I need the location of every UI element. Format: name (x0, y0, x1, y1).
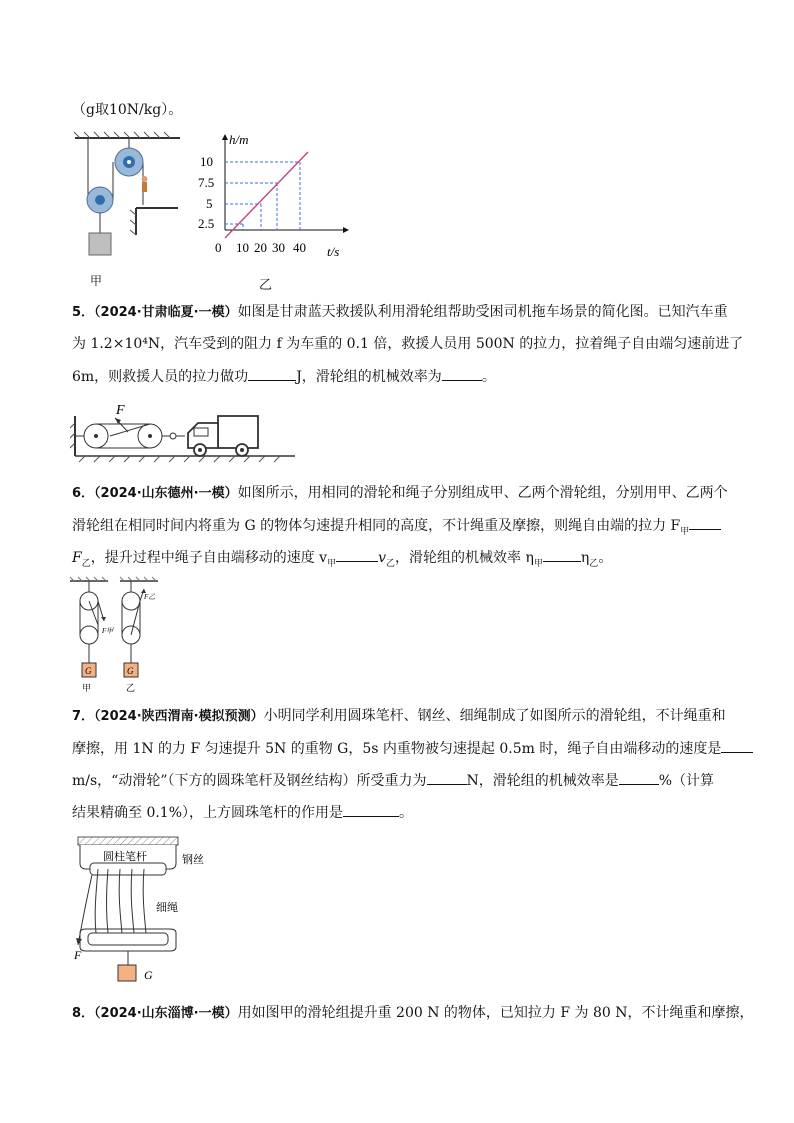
q5-source: （2024·甘肃临夏·一模） (94, 305, 238, 320)
q7-text: N，滑轮组的机械效率是 (466, 773, 619, 789)
q7-text: 。 (399, 805, 414, 821)
q6-fig-yi: 乙 (126, 683, 136, 693)
q6-blank-efficiency[interactable] (543, 547, 581, 562)
q7-text: %（计算 (658, 773, 715, 789)
q4-graph (195, 130, 355, 270)
q6-sub: 乙 (386, 558, 396, 569)
q7-line3 (72, 770, 714, 791)
graph-y-tick: 7.5 (198, 175, 215, 190)
q5-line3 (72, 366, 496, 387)
q7-fig-g-label: G (144, 968, 153, 982)
q6-blank-velocity[interactable] (336, 547, 378, 562)
q7-text: 摩擦，用 1N 的力 F 匀速提升 5N 的重物 G，5s 内重物被匀速提起 0.5m 时，绳子自由端移动的速度是 (72, 741, 722, 757)
graph-y-tick: 2.5 (198, 216, 215, 231)
q6-text: η (580, 550, 590, 566)
q6-text: ，提升过程中绳子自由端移动的速度 v (90, 550, 328, 566)
q4-note: （g取10N/kg）。 (72, 102, 183, 118)
q5-blank-work[interactable] (248, 366, 296, 381)
graph-x-label: t/s (327, 244, 340, 259)
q7-number: 7． (72, 709, 95, 724)
q6-sub: 甲 (680, 526, 690, 537)
q6-source: （2024·山东德州·一模） (94, 486, 238, 501)
graph-y-tick: 5 (206, 196, 213, 211)
q6-text: ，滑轮组的机械效率 η (395, 550, 534, 566)
q7-text: m/s，“动滑轮”（下方的圆珠笔杆及钢丝结构）所受重力为 (72, 773, 427, 789)
q7-text: 小明同学利用圆珠笔杆、钢丝、细绳制成了如图所示的滑轮组，不计绳重和 (263, 708, 726, 724)
graph-origin: 0 (215, 240, 222, 255)
q5-fig-force-label: F (116, 403, 125, 418)
q6-sub: 乙 (589, 558, 599, 569)
q6-line2 (72, 515, 721, 542)
q6-sub: 甲 (533, 558, 543, 569)
q7-source: （2024·陕西渭南·模拟预测） (94, 709, 264, 724)
q7-fig-pen-label: 圆柱笔杆 (103, 851, 147, 863)
q8-text: 用如图甲的滑轮组提升重 200 N 的物体，已知拉力 F 为 80 N，不计绳重和摩擦， (237, 1005, 754, 1021)
graph-y-tick: 10 (200, 154, 213, 169)
q7-blank-weight[interactable] (427, 770, 467, 785)
q5-line1 (72, 302, 728, 323)
q6-line1 (72, 483, 728, 504)
q7-text: 结果精确至 0.1%），上方圆珠笔杆的作用是 (72, 805, 344, 821)
q5-number: 5． (72, 305, 95, 320)
q8-line1 (72, 1003, 754, 1024)
q4-pulley-figure (70, 130, 180, 270)
q6-fig-f-jia: F甲 (102, 627, 114, 635)
graph-x-tick: 30 (272, 240, 285, 255)
q7-pen-pulley-figure (68, 833, 218, 988)
q6-text: F (72, 550, 82, 566)
q5-blank-efficiency[interactable] (442, 366, 482, 381)
q6-text: 如图所示，用相同的滑轮和绳子分别组成甲、乙两个滑轮组，分别用甲、乙两个 (237, 485, 728, 501)
q6-fig-g-yi: G (127, 666, 134, 676)
q7-blank-efficiency[interactable] (619, 770, 659, 785)
q6-fig-f-yi: F乙 (144, 593, 156, 601)
q6-blank-force[interactable] (689, 515, 721, 530)
q6-line3 (72, 547, 612, 574)
graph-x-tick: 20 (254, 240, 267, 255)
q6-number: 6． (72, 486, 95, 501)
q6-pulley-figure (68, 575, 168, 700)
q7-line2 (72, 738, 753, 759)
q5-text: 如图是甘肃蓝天救援队利用滑轮组帮助受困司机拖车场景的简化图。已知汽车重 (237, 304, 728, 320)
q7-line4 (72, 802, 413, 823)
q7-fig-rope-label: 细绳 (156, 902, 178, 914)
q6-text: 。 (598, 550, 613, 566)
q8-source: （2024·山东淄博·一模） (94, 1006, 238, 1021)
graph-x-tick: 10 (236, 240, 249, 255)
q6-fig-g-jia: G (85, 666, 92, 676)
q7-fig-wire-label: 钢丝 (182, 854, 204, 866)
q5-text: 6m，则救援人员的拉力做功 (72, 369, 249, 385)
q7-blank-purpose[interactable] (343, 802, 399, 817)
q6-sub: 乙 (81, 558, 91, 569)
q4-fig-jia-caption: 甲 (90, 274, 103, 288)
q5-text: 。 (481, 369, 496, 385)
q6-fig-jia: 甲 (82, 683, 92, 693)
q7-fig-f-label: F (74, 948, 82, 962)
q5-text: J，滑轮组的机械效率为 (296, 369, 442, 385)
q8-number: 8． (72, 1006, 95, 1021)
graph-y-label: h/m (229, 132, 249, 147)
q5-tow-figure (70, 398, 300, 468)
q5-line2: 为 1.2×10⁴N，汽车受到的阻力 f 为车重的 0.1 倍，救援人员用 500N 的拉力，拉着绳子自由端匀速前进了 (72, 336, 744, 352)
q7-line1 (72, 706, 726, 727)
q7-blank-speed[interactable] (721, 738, 753, 753)
graph-x-tick: 40 (293, 240, 306, 255)
q6-text: 滑轮组在相同时间内将重为 G 的物体匀速提升相同的高度，不计绳重及摩擦，则绳自由端的拉力 F (72, 518, 681, 534)
q4-fig-yi-caption: 乙 (259, 278, 273, 293)
q6-text: v (378, 550, 387, 566)
q6-sub: 甲 (327, 558, 337, 569)
